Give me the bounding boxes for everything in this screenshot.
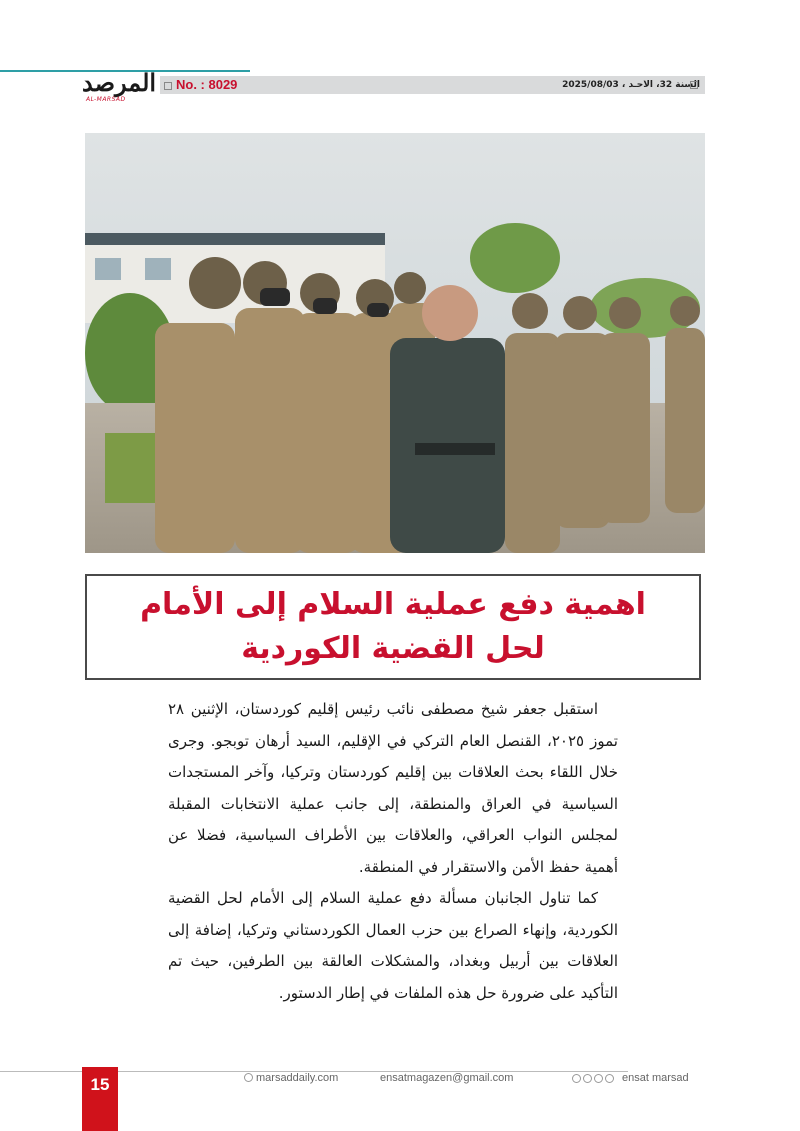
issue-number: No. : 8029 [164, 76, 237, 94]
youtube-icon[interactable] [605, 1074, 614, 1083]
logo-subtext: AL-MARSAD [86, 96, 126, 103]
photo-illustration [85, 133, 705, 553]
footer-website[interactable]: marsaddaily.com [244, 1072, 338, 1084]
square-bullet-icon [690, 81, 698, 89]
issue-date: السنة 32، الاحـد ، 2025/08/03 [562, 80, 700, 90]
masthead-logo [82, 68, 158, 108]
footer-social-handle[interactable]: ensat marsad [622, 1072, 689, 1084]
article-paragraph: كما تناول الجانبان مسألة دفع عملية السلام إلى الأمام لحل القضية الكوردية، وإنهاء الصراع بين حزب العمال الكوردستاني وتركيا، إضافة إلى العلاقات بين أربيل وبغداد، والمشكلات العالقة بين الطرفين، حيث تم التأكيد على ضرورة حل هذه الملفات في إطار الدستور. [168, 889, 618, 1002]
twitter-icon[interactable] [583, 1074, 592, 1083]
page-number: 15 [90, 1075, 110, 1094]
article-photo [85, 133, 705, 553]
footer-email[interactable]: ensatmagazen@gmail.com [380, 1072, 514, 1084]
logo-text: المرصد [82, 68, 157, 97]
instagram-icon[interactable] [594, 1074, 603, 1083]
article-paragraph: استقبل جعفر شيخ مصطفى نائب رئيس إقليم كوردستان، الإثنين ٢٨ تموز ٢٠٢٥، القنصل العام التركي في الإقليم، السيد أرهان توبجو. وجرى خلال اللقاء بحث العلاقات بين إقليم كوردستان وتركيا، وآخر المستجدات السياسية في العراق والمنطقة، إلى جانب عملية الانتخابات المقبلة لمجلس النواب العراقي، والعلاقات بين الأطراف السياسية، فضلا عن أهمية حفظ الأمن والاستقرار في المنطقة. [168, 700, 618, 876]
facebook-icon[interactable] [572, 1074, 581, 1083]
article-title-line-2: لحل القضية الكوردية [241, 631, 545, 666]
article-title-line-1: اهمية دفع عملية السلام إلى الأمام [140, 587, 646, 622]
article-title-box [85, 574, 701, 680]
square-bullet-icon [164, 82, 172, 90]
globe-icon [244, 1073, 253, 1082]
social-icons [572, 1074, 614, 1083]
article-body [168, 694, 618, 1009]
